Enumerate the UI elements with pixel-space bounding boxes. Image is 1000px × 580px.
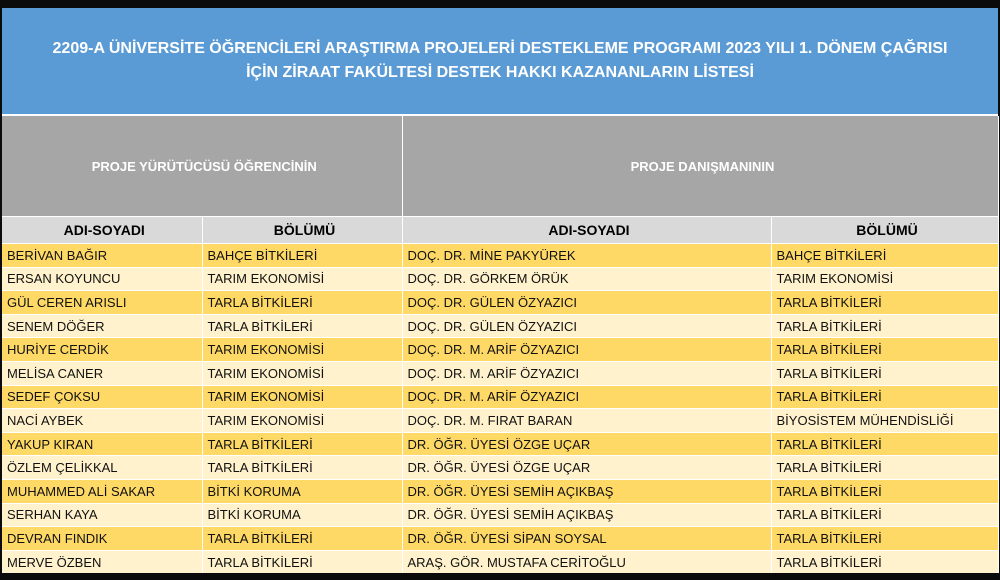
advisor-name-cell: DOÇ. DR. M. FIRAT BARAN (402, 409, 771, 433)
student-name-cell: GÜL CEREN ARISLI (2, 291, 202, 315)
student-department-cell: BAHÇE BİTKİLERİ (202, 244, 402, 268)
advisor-department-cell: TARLA BİTKİLERİ (771, 361, 998, 385)
table-row (2, 432, 998, 456)
student-name-cell: MERVE ÖZBEN (2, 550, 202, 573)
student-name-cell: BERİVAN BAĞIR (2, 244, 202, 268)
column-header-row (2, 217, 998, 244)
student-department-cell: TARLA BİTKİLERİ (202, 314, 402, 338)
advisor-department-cell: TARLA BİTKİLERİ (771, 527, 998, 551)
advisor-name-cell: DR. ÖĞR. ÜYESİ ÖZGE UÇAR (402, 456, 771, 480)
advisor-name-cell: DR. ÖĞR. ÜYESİ SİPAN SOYSAL (402, 527, 771, 551)
table-row (2, 244, 998, 268)
student-name-cell: SERHAN KAYA (2, 503, 202, 527)
table-row (2, 361, 998, 385)
student-name-cell: YAKUP KIRAN (2, 432, 202, 456)
table-row (2, 385, 998, 409)
table-row (2, 550, 998, 573)
student-department-cell: TARIM EKONOMİSİ (202, 385, 402, 409)
student-department-cell: TARLA BİTKİLERİ (202, 550, 402, 573)
student-name-cell: MELİSA CANER (2, 361, 202, 385)
student-name-cell: ÖZLEM ÇELİKKAL (2, 456, 202, 480)
column-header-advisor-department: BÖLÜMÜ (771, 217, 998, 244)
document-sheet (2, 8, 998, 570)
table-row (2, 314, 998, 338)
student-department-cell: TARLA BİTKİLERİ (202, 432, 402, 456)
advisor-department-cell: TARLA BİTKİLERİ (771, 385, 998, 409)
student-name-cell: SENEM DÖĞER (2, 314, 202, 338)
advisor-name-cell: DR. ÖĞR. ÜYESİ SEMİH AÇIKBAŞ (402, 503, 771, 527)
advisor-department-cell: TARLA BİTKİLERİ (771, 479, 998, 503)
student-department-cell: TARLA BİTKİLERİ (202, 456, 402, 480)
advisor-name-cell: ARAŞ. GÖR. MUSTAFA CERİTOĞLU (402, 550, 771, 573)
advisor-department-cell: TARLA BİTKİLERİ (771, 291, 998, 315)
table-row (2, 503, 998, 527)
student-name-cell: NACİ AYBEK (2, 409, 202, 433)
table-row (2, 479, 998, 503)
title-line-1: 2209-A ÜNİVERSİTE ÖĞRENCİLERİ ARAŞTIRMA PROJELERİ DESTEKLEME PROGRAMI 2023 YILI 1. DÖNEM ÇAĞRISI (52, 40, 948, 57)
table-row (2, 338, 998, 362)
table-row (2, 267, 998, 291)
table-row (2, 291, 998, 315)
advisor-name-cell: DR. ÖĞR. ÜYESİ ÖZGE UÇAR (402, 432, 771, 456)
advisor-department-cell: BİYOSİSTEM MÜHENDİSLİĞİ (771, 409, 998, 433)
student-name-cell: SEDEF ÇOKSU (2, 385, 202, 409)
advisor-name-cell: DOÇ. DR. M. ARİF ÖZYAZICI (402, 385, 771, 409)
student-department-cell: TARIM EKONOMİSİ (202, 361, 402, 385)
student-department-cell: TARIM EKONOMİSİ (202, 338, 402, 362)
student-department-cell: BİTKİ KORUMA (202, 503, 402, 527)
advisor-department-cell: TARLA BİTKİLERİ (771, 503, 998, 527)
advisor-department-cell: TARLA BİTKİLERİ (771, 432, 998, 456)
advisor-name-cell: DR. ÖĞR. ÜYESİ SEMİH AÇIKBAŞ (402, 479, 771, 503)
advisor-name-cell: DOÇ. DR. GÖRKEM ÖRÜK (402, 267, 771, 291)
student-name-cell: DEVRAN FINDIK (2, 527, 202, 551)
student-name-cell: ERSAN KOYUNCU (2, 267, 202, 291)
table-row (2, 456, 998, 480)
advisor-department-cell: TARLA BİTKİLERİ (771, 456, 998, 480)
advisor-name-cell: DOÇ. DR. MİNE PAKYÜREK (402, 244, 771, 268)
student-department-cell: TARLA BİTKİLERİ (202, 291, 402, 315)
title-banner (2, 8, 998, 114)
advisor-department-cell: BAHÇE BİTKİLERİ (771, 244, 998, 268)
student-department-cell: TARIM EKONOMİSİ (202, 409, 402, 433)
title-line-2: İÇİN ZİRAAT FAKÜLTESİ DESTEK HAKKI KAZANANLARIN LİSTESİ (246, 64, 754, 81)
winners-table (2, 116, 999, 573)
group-header-advisor: PROJE DANIŞMANININ (402, 116, 998, 217)
advisor-name-cell: DOÇ. DR. M. ARİF ÖZYAZICI (402, 361, 771, 385)
student-department-cell: TARIM EKONOMİSİ (202, 267, 402, 291)
column-header-student-department: BÖLÜMÜ (202, 217, 402, 244)
student-name-cell: HURİYE CERDİK (2, 338, 202, 362)
advisor-name-cell: DOÇ. DR. GÜLEN ÖZYAZICI (402, 291, 771, 315)
student-department-cell: BİTKİ KORUMA (202, 479, 402, 503)
table-body (2, 244, 998, 574)
student-name-cell: MUHAMMED ALİ SAKAR (2, 479, 202, 503)
table-row (2, 527, 998, 551)
advisor-department-cell: TARLA BİTKİLERİ (771, 338, 998, 362)
column-header-student-name: ADI-SOYADI (2, 217, 202, 244)
group-header-row (2, 116, 998, 217)
advisor-name-cell: DOÇ. DR. GÜLEN ÖZYAZICI (402, 314, 771, 338)
advisor-name-cell: DOÇ. DR. M. ARİF ÖZYAZICI (402, 338, 771, 362)
advisor-department-cell: TARLA BİTKİLERİ (771, 314, 998, 338)
group-header-student: PROJE YÜRÜTÜCÜSÜ ÖĞRENCİNİN (2, 116, 402, 217)
advisor-department-cell: TARLA BİTKİLERİ (771, 550, 998, 573)
column-header-advisor-name: ADI-SOYADI (402, 217, 771, 244)
advisor-department-cell: TARIM EKONOMİSİ (771, 267, 998, 291)
table-row (2, 409, 998, 433)
student-department-cell: TARLA BİTKİLERİ (202, 527, 402, 551)
